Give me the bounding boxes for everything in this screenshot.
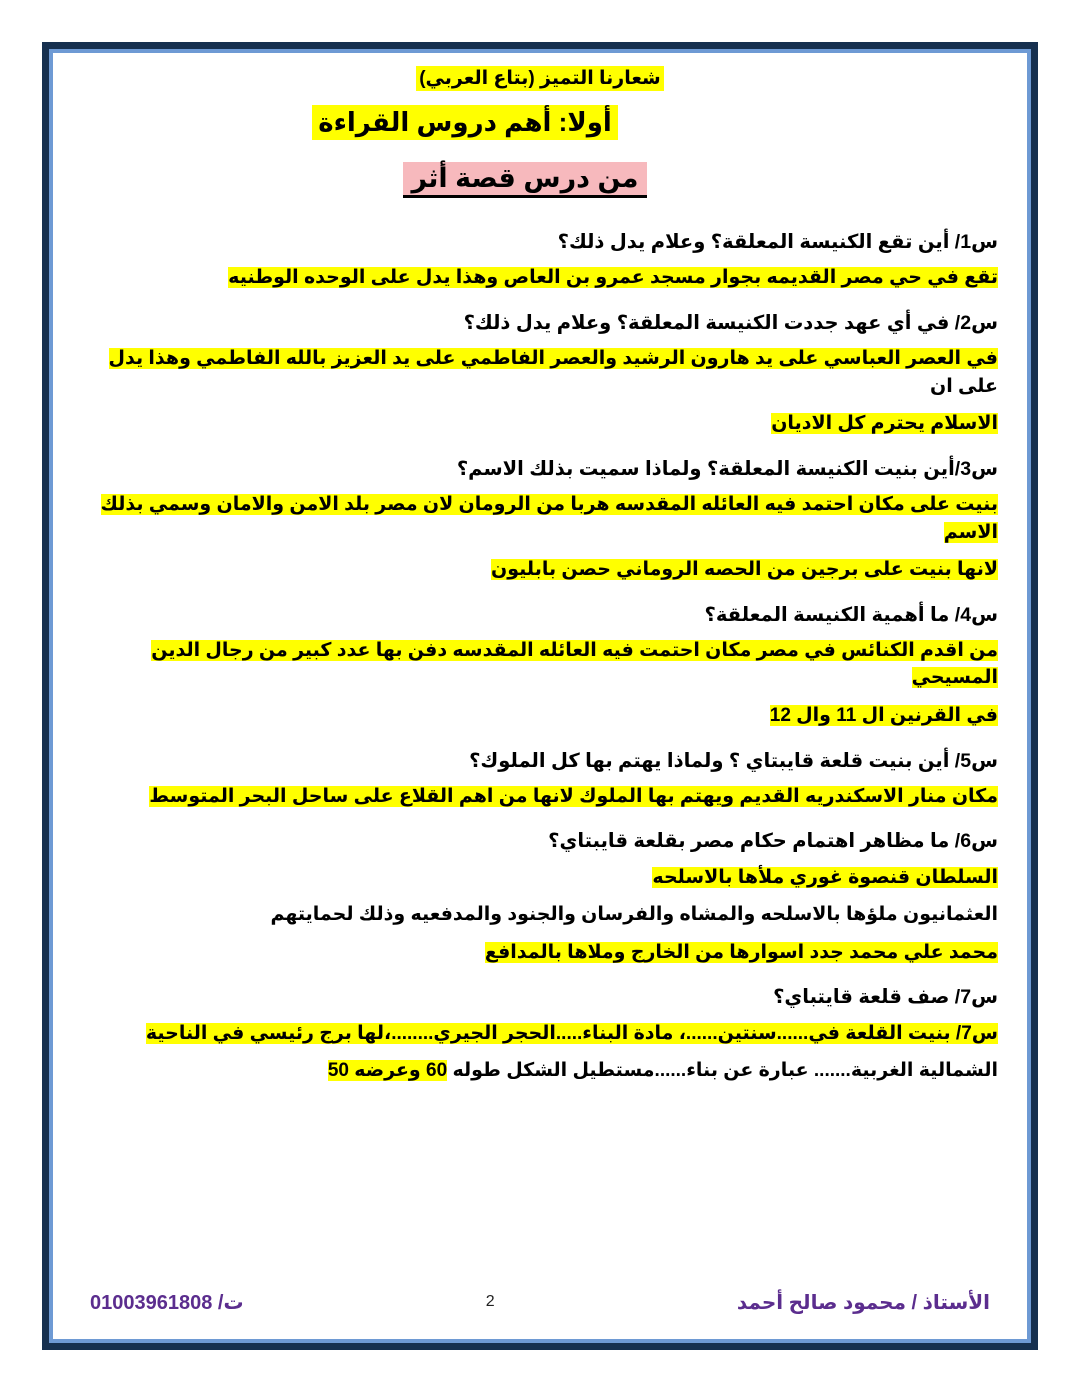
answer-plain: الشمالية الغربية....... عبارة عن بناء......مستطيل الشكل طوله — [447, 1060, 998, 1082]
qa-block-q4 — [82, 601, 998, 730]
answer-line — [82, 1057, 998, 1085]
answer-line — [82, 1020, 998, 1048]
slogan-row — [82, 66, 998, 91]
answer-highlight: الاسلام يحترم كل الاديان — [771, 413, 998, 435]
answer-highlight: تقع في حي مصر القديمه بجوار مسجد عمرو بن العاص وهذا يدل على الوحده الوطنيه — [228, 267, 998, 289]
answer-line — [82, 556, 998, 584]
answer-highlight: السلطان قنصوة غوري ملأها بالاسلحه — [652, 866, 998, 888]
answer-highlight: بنيت على مكان احتمد فيه العائله المقدسه هربا من الرومان لان مصر بلد الامن والامان وسمي بذلك الاسم — [100, 493, 998, 543]
answer-line — [82, 264, 998, 292]
answer-highlight: في القرنين ال 11 وال 12 — [769, 704, 998, 726]
question-text: س1/ أين تقع الكنيسة المعلقة؟ وعلام يدل ذلك؟ — [557, 231, 998, 253]
slogan-text: شعارنا التميز (بتاع العربي) — [416, 66, 664, 91]
document-content — [56, 56, 1024, 1336]
page-canvas — [53, 53, 1027, 1339]
question-text: س3/أين بنيت الكنيسة المعلقة؟ ولماذا سميت بذلك الاسم؟ — [456, 457, 998, 480]
qa-block-q3 — [82, 455, 998, 584]
answer-highlight: 60 وعرضه 50 — [327, 1060, 448, 1082]
qa-block-q2 — [82, 309, 998, 438]
main-heading-row — [82, 105, 998, 140]
answer-line — [82, 491, 998, 546]
qa-block-q7 — [82, 983, 998, 1084]
answer-line — [82, 637, 998, 692]
footer-teacher-name: الأستاذ / محمود صالح أحمد — [736, 1291, 990, 1314]
page-title: أولا: أهم دروس القراءة — [312, 105, 618, 140]
answer-highlight: محمد علي محمد جدد اسوارها من الخارج وملاها بالمدافع — [484, 941, 998, 963]
answer-line — [82, 939, 998, 967]
answer-line — [82, 410, 998, 438]
footer-page-number: 2 — [485, 1293, 495, 1310]
lesson-title: من درس قصة أثر — [403, 162, 646, 198]
answer-highlight: الحجر الجيري........،لها برج رئيسي في الناحية — [145, 1022, 556, 1044]
page-border-outer — [42, 42, 1038, 1350]
answer-line — [82, 783, 998, 811]
footer-phone-number: ت/ 01003961808 — [90, 1291, 244, 1314]
answer-highlight: من اقدم الكنائس في مصر مكان احتمت فيه العائله المقدسه دفن بها عدد كبير من رجال الدين المسيحي — [151, 639, 998, 689]
qa-block-q6 — [82, 827, 998, 966]
lesson-title-row — [82, 162, 998, 198]
answer-highlight: مكان منار الاسكندريه القديم ويهتم بها الملوك لانها من اهم القلاع على ساحل البحر المتوسط — [149, 785, 998, 807]
question-text: س2/ في أي عهد جددت الكنيسة المعلقة؟ وعلام يدل ذلك؟ — [463, 311, 998, 334]
answer-highlight: في العصر العباسي على يد هارون الرشيد والعصر الفاطمي على يد العزيز بالله الفاطمي وهذا يدل — [108, 348, 998, 370]
qa-block-q1 — [82, 228, 998, 292]
answer-line — [82, 702, 998, 730]
answer-plain: على ان — [930, 375, 998, 397]
question-text: س7/ صف قلعة قايتباي؟ — [773, 986, 998, 1009]
answer-partial-a: س7/ بنيت القلعة في......سنتين......، مادة البناء..... — [555, 1022, 998, 1044]
answer-line — [82, 864, 998, 892]
answer-line — [82, 345, 998, 400]
answer-highlight: لانها بنيت على برجين من الحصه الروماني حصن بابليون — [491, 559, 998, 581]
question-text: س6/ ما مظاهر اهتمام حكام مصر بقلعة قايبتاي؟ — [548, 830, 998, 853]
question-text: س4/ ما أهمية الكنيسة المعلقة؟ — [704, 603, 998, 626]
qa-block-q5 — [82, 747, 998, 811]
page-border-inner — [49, 49, 1031, 1343]
page-footer — [56, 1282, 1024, 1322]
answer-plain: العثمانيون ملؤها بالاسلحه والمشاه والفرسان والجنود والمدفعيه وذلك لحمايتهم — [270, 904, 998, 926]
question-text: س5/ أين بنيت قلعة قايبتاي ؟ ولماذا يهتم بها كل الملوك؟ — [469, 749, 998, 772]
answer-line — [82, 901, 998, 929]
